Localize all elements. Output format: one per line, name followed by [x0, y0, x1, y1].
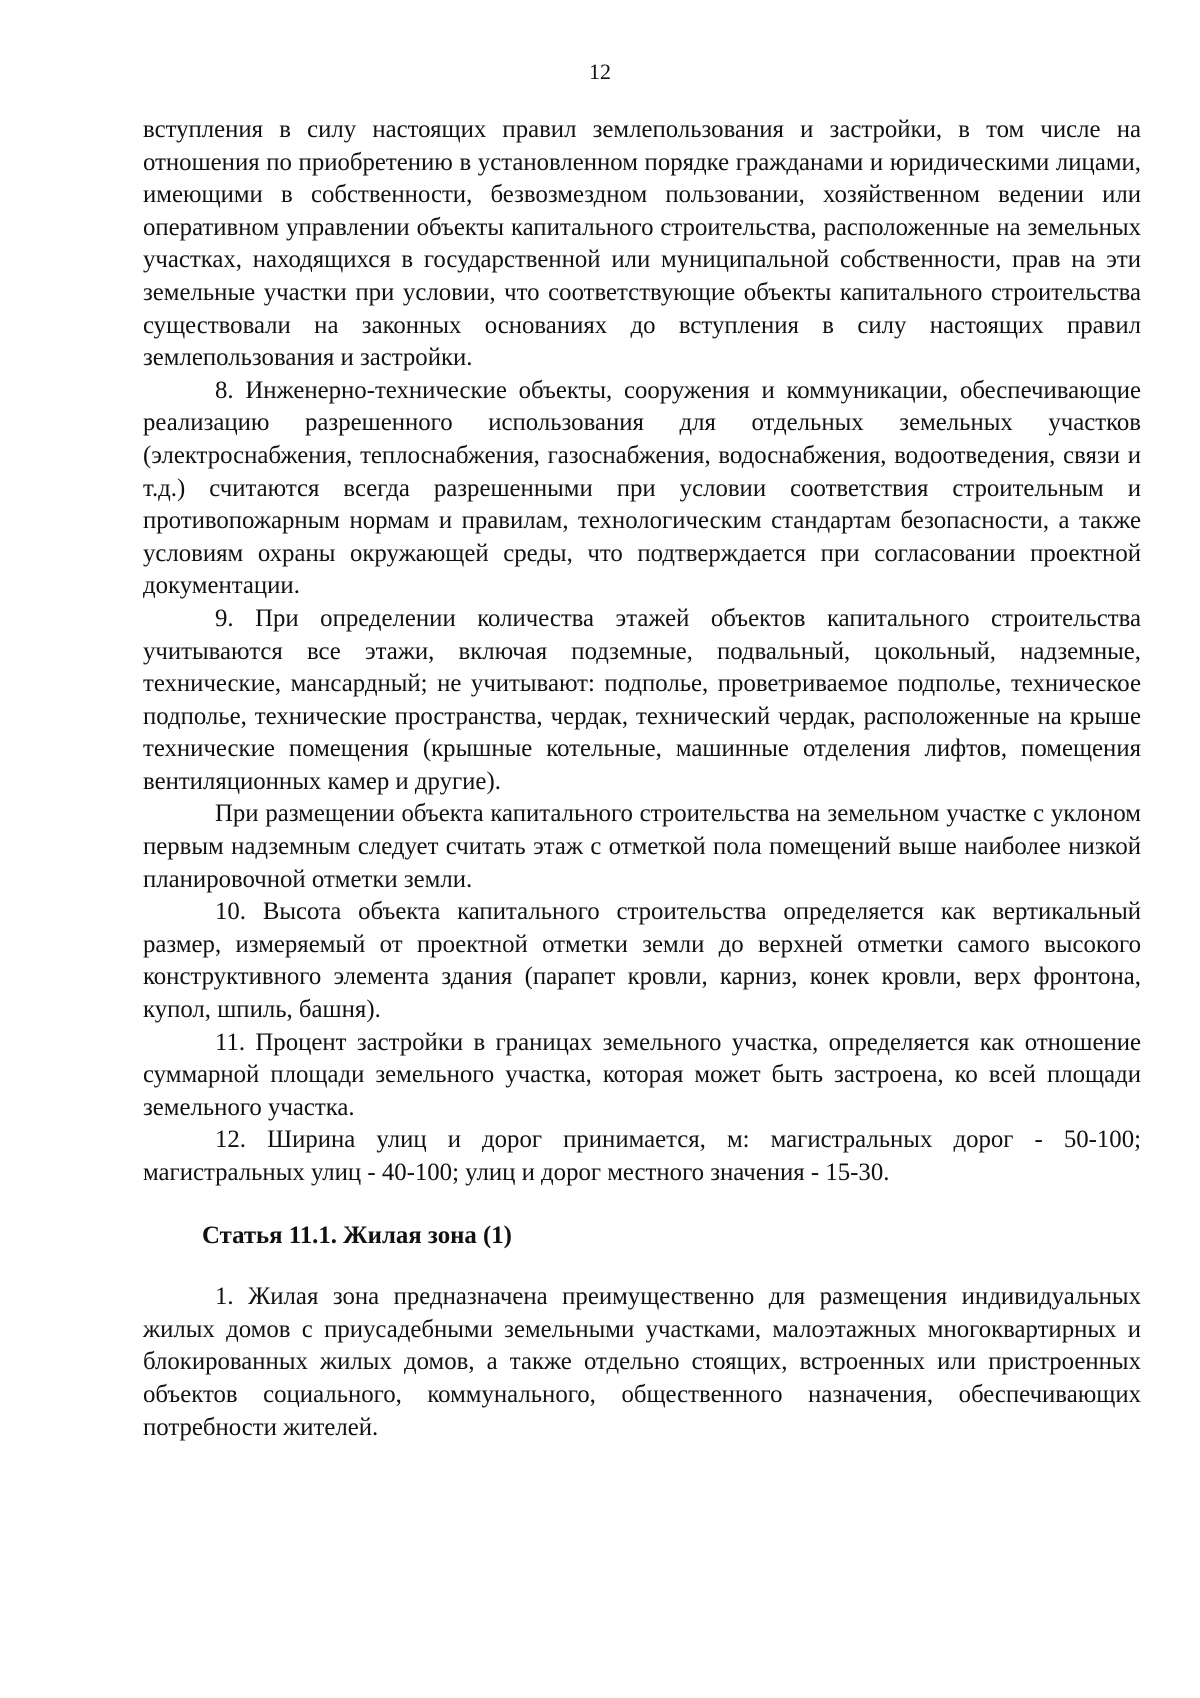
paragraph-slope-note: При размещении объекта капитального строительства на земельном участке с уклоном первым надземным следует считать этаж с отметкой пола помещений выше наиболее низкой планировочной отметки земли.: [143, 800, 1141, 893]
section-heading: Статья 11.1. Жилая зона (1): [202, 1221, 512, 1249]
document-body: [143, 114, 1141, 1444]
section-paragraph-1: 1. Жилая зона предназначена преимущественно для размещения индивидуальных жилых домов с приусадебными земельными участками, малоэтажных многоквартирных и блокированных жилых домов, а также отдельно стоящих, встроенных или пристроенных объектов социального, коммунального, общественного назначения, обеспечивающих потребности жителей.: [143, 1283, 1141, 1441]
paragraph-continuation: вступления в силу настоящих правил землепользования и застройки, в том числе на отношения по приобретению в установленном порядке гражданами и юридическими лицами, имеющими в собственности, безвозмездном пользовании, хозяйственном ведении или оперативном управлении объекты капитального строительства, расположенные на земельных участках, находящихся в государственной или муниципальной собственности, прав на эти земельные участки при условии, что соответствующие объекты капитального строительства существовали на законных основаниях до вступления в силу настоящих правил землепользования и застройки.: [143, 116, 1141, 372]
paragraph-item-8: 8. Инженерно-технические объекты, сооружения и коммуникации, обеспечивающие реализацию разрешенного использования для отдельных земельных участков (электроснабжения, теплоснабжения, газоснабжения, водоснабжения, водоотведения, связи и т.д.) считаются всегда разрешенными при условии соответствия строительным и противопожарным нормам и правилам, технологическим стандартам безопасности, а также условиям охраны окружающей среды, что подтверждается при согласовании проектной документации.: [143, 376, 1141, 600]
paragraph-item-9: 9. При определении количества этажей объектов капитального строительства учитываются все этажи, включая подземные, подвальный, цокольный, надземные, технические, мансардный; не учитывают: подполье, проветриваемое подполье, техническое подполье, технические пространства, чердак, технический чердак, расположенные на крыше технические помещения (крышные котельные, машинные отделения лифтов, помещения вентиляционных камер и другие).: [143, 604, 1141, 795]
paragraph-item-12: 12. Ширина улиц и дорог принимается, м: магистральных дорог - 50-100; магистральных улиц - 40-100; улиц и дорог местного значения - 15-30.: [143, 1126, 1141, 1186]
page-number: 12: [589, 59, 611, 84]
paragraph-item-10: 10. Высота объекта капитального строительства определяется как вертикальный размер, измеряемый от проектной отметки земли до верхней отметки самого высокого конструктивного элемента здания (парапет кровли, карниз, конек кровли, верх фронтона, купол, шпиль, башня).: [143, 898, 1141, 1024]
paragraph-item-11: 11. Процент застройки в границах земельного участка, определяется как отношение суммарной площади земельного участка, которая может быть застроена, ко всей площади земельного участка.: [143, 1028, 1141, 1121]
